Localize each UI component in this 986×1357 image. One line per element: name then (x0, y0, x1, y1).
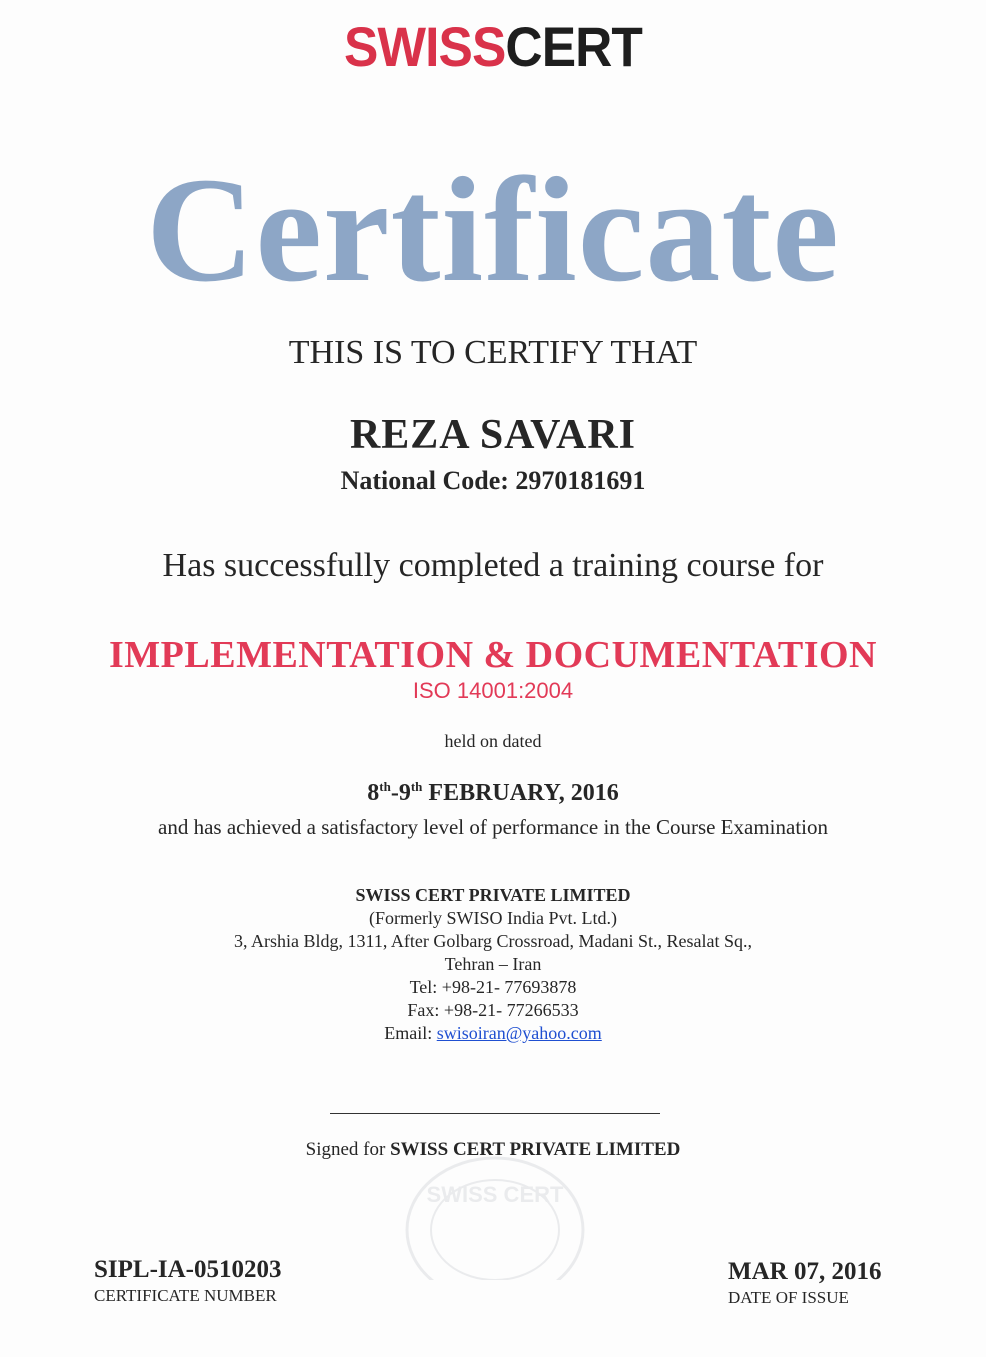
certificate-number-label: CERTIFICATE NUMBER (94, 1286, 277, 1305)
certify-statement: THIS IS TO CERTIFY THAT (288, 334, 698, 371)
date-of-issue: MAR 07, 2016 (728, 1258, 882, 1285)
signature-line (330, 1113, 660, 1114)
company-name: SWISS CERT PRIVATE LIMITED (355, 885, 631, 905)
company-tel: Tel: +98-21- 77693878 (409, 977, 577, 997)
logo-swiss: SWISS (343, 15, 506, 78)
date-day1: 8 (367, 780, 380, 806)
date-rest: FEBRUARY, 2016 (422, 780, 619, 806)
date-sup1: th (379, 779, 391, 794)
company-address-line2: Tehran – Iran (444, 954, 542, 974)
company-address-line1: 3, Arshia Bldg, 1311, After Golbarg Crossroad, Madani St., Resalat Sq., (234, 931, 752, 951)
certificate-number: SIPL-IA-0510203 (94, 1256, 282, 1283)
date-sep: -9 (390, 780, 411, 806)
achievement-statement: and has achieved a satisfactory level of performance in the Course Examination (158, 815, 828, 839)
course-dates (0, 772, 986, 808)
company-email-line (0, 1022, 986, 1045)
date-of-issue-block (728, 1257, 881, 1309)
email-label: Email: (384, 1023, 437, 1043)
company-formerly: (Formerly SWISO India Pvt. Ltd.) (369, 908, 617, 928)
company-fax: Fax: +98-21- 77266533 (407, 1000, 579, 1020)
course-title: IMPLEMENTATION & DOCUMENTATION (109, 634, 877, 676)
signed-company: SWISS CERT PRIVATE LIMITED (390, 1139, 681, 1160)
certificate-title: Certificate (146, 147, 840, 313)
company-block (0, 884, 986, 1045)
national-code: National Code: 2970181691 (340, 466, 646, 495)
certificate-number-block (94, 1255, 282, 1307)
signed-prefix: Signed for (305, 1139, 391, 1160)
date-of-issue-label: DATE OF ISSUE (728, 1288, 849, 1307)
held-label: held on dated (444, 731, 542, 751)
course-standard: ISO 14001:2004 (412, 678, 574, 703)
completion-statement: Has successfully completed a training course for (162, 547, 824, 584)
stamp-text: SWISS CERT (426, 1182, 564, 1207)
recipient-name: REZA SAVARI (349, 412, 637, 458)
logo-cert: CERT (505, 15, 642, 78)
date-sup2: th (410, 779, 423, 794)
email-link[interactable]: swisoiran@yahoo.com (436, 1023, 602, 1043)
swisscert-logo (39, 14, 946, 80)
faint-stamp-seal (400, 1150, 590, 1280)
